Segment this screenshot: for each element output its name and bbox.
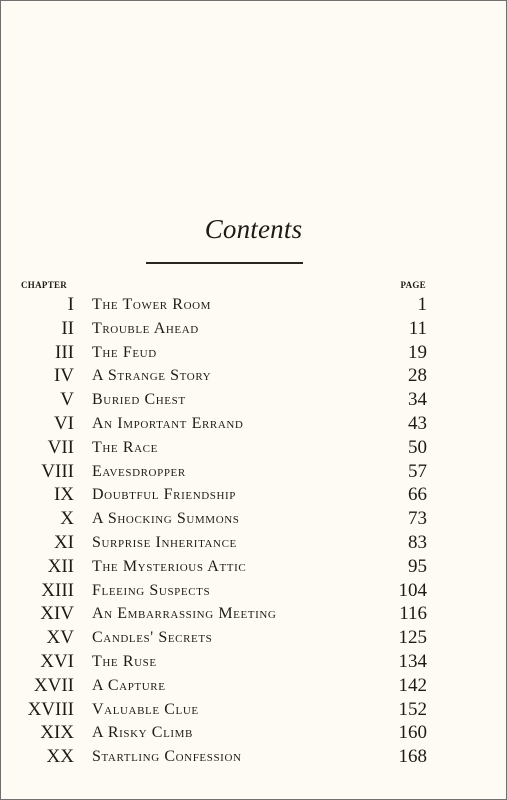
chapter-page-number: 28: [408, 365, 427, 387]
toc-entry: [1, 626, 506, 650]
chapter-number: XIX: [40, 722, 74, 744]
chapter-title: Valuable Clue: [92, 700, 199, 718]
chapter-title: Eavesdropper: [92, 462, 186, 480]
chapter-number: V: [60, 389, 74, 411]
chapter-title: Buried Chest: [92, 391, 186, 409]
chapter-page-number: 73: [408, 508, 427, 530]
chapter-number: III: [55, 341, 74, 363]
chapter-title: The Mysterious Attic: [92, 557, 247, 575]
chapter-page-number: 160: [398, 722, 427, 744]
toc-entry: [1, 674, 506, 698]
chapter-title: Fleeing Suspects: [92, 581, 211, 599]
toc-entry: [1, 341, 506, 365]
chapter-number: XIV: [40, 603, 74, 625]
chapter-page-number: 43: [408, 412, 427, 434]
chapter-title: An Important Errand: [92, 414, 244, 432]
toc-entry: [1, 579, 506, 603]
toc-entry: [1, 650, 506, 674]
chapter-title: The Tower Room: [92, 296, 212, 313]
chapter-page-number: 142: [398, 674, 427, 696]
chapter-number: X: [60, 508, 74, 530]
chapter-title: A Shocking Summons: [92, 510, 240, 528]
chapter-number: II: [61, 317, 74, 339]
chapter-title: An Embarrassing Meeting: [92, 605, 277, 623]
toc-entry: [1, 483, 506, 507]
chapter-title: Candles' Secrets: [92, 629, 213, 647]
chapter-title: A Strange Story: [92, 367, 212, 385]
toc-entry: [1, 412, 506, 436]
chapter-title: Surprise Inheritance: [92, 533, 237, 551]
toc-entry: [1, 698, 506, 722]
toc-entry: [1, 531, 506, 555]
chapter-page-number: 50: [408, 436, 427, 458]
chapter-page-number: 66: [408, 484, 427, 506]
toc-entry: [1, 293, 506, 317]
chapter-page-number: 34: [408, 389, 427, 411]
chapter-number: XX: [46, 746, 74, 768]
chapter-number: I: [67, 294, 74, 315]
page-column-header: PAGE: [400, 280, 426, 290]
chapter-title: Doubtful Friendship: [92, 486, 237, 504]
chapter-page-number: 134: [398, 650, 427, 672]
toc-entry: [1, 388, 506, 412]
chapter-title: The Ruse: [92, 652, 157, 670]
toc-entry: [1, 436, 506, 460]
chapter-page-number: 19: [408, 341, 427, 363]
chapter-number: VIII: [41, 460, 74, 482]
contents-title: Contents: [204, 214, 303, 244]
chapter-page-number: 152: [398, 698, 427, 720]
chapter-number: IV: [53, 365, 74, 387]
chapter-number: XIII: [41, 579, 74, 601]
toc-entry: [1, 460, 506, 484]
toc-entry: [1, 364, 506, 388]
chapter-page-number: 116: [399, 603, 427, 625]
chapter-page-number: 95: [408, 555, 427, 577]
chapter-number: XVI: [40, 650, 74, 672]
chapter-number: XI: [53, 531, 74, 553]
chapter-number: VII: [47, 436, 74, 458]
chapter-page-number: 83: [408, 531, 427, 553]
chapter-title: Trouble Ahead: [92, 319, 199, 337]
toc-entry: [1, 555, 506, 579]
chapter-page-number: 57: [408, 460, 427, 482]
chapter-page-number: 11: [408, 317, 427, 339]
toc-entry: [1, 507, 506, 531]
chapter-number: VI: [53, 412, 74, 434]
chapter-number: XVIII: [27, 698, 74, 720]
chapter-page-number: 168: [398, 746, 427, 768]
chapter-number: XII: [47, 555, 74, 577]
toc-entry: [1, 745, 506, 769]
chapter-page-number: 1: [417, 294, 427, 315]
chapter-page-number: 125: [398, 627, 427, 649]
chapter-column-header: CHAPTER: [21, 280, 68, 290]
chapter-title: The Race: [92, 438, 158, 456]
table-of-contents-list: [1, 293, 506, 769]
toc-entry: [1, 721, 506, 745]
chapter-number: IX: [53, 484, 74, 506]
chapter-page-number: 104: [398, 579, 427, 601]
chapter-title: The Feud: [92, 343, 157, 361]
toc-entry: [1, 602, 506, 626]
title-underline-rule: [146, 262, 303, 264]
toc-entry: [1, 317, 506, 341]
chapter-number: XV: [46, 627, 74, 649]
chapter-title: A Risky Climb: [92, 724, 193, 742]
chapter-number: XVII: [33, 674, 74, 696]
chapter-title: Startling Confession: [92, 748, 242, 766]
chapter-title: A Capture: [92, 676, 166, 694]
